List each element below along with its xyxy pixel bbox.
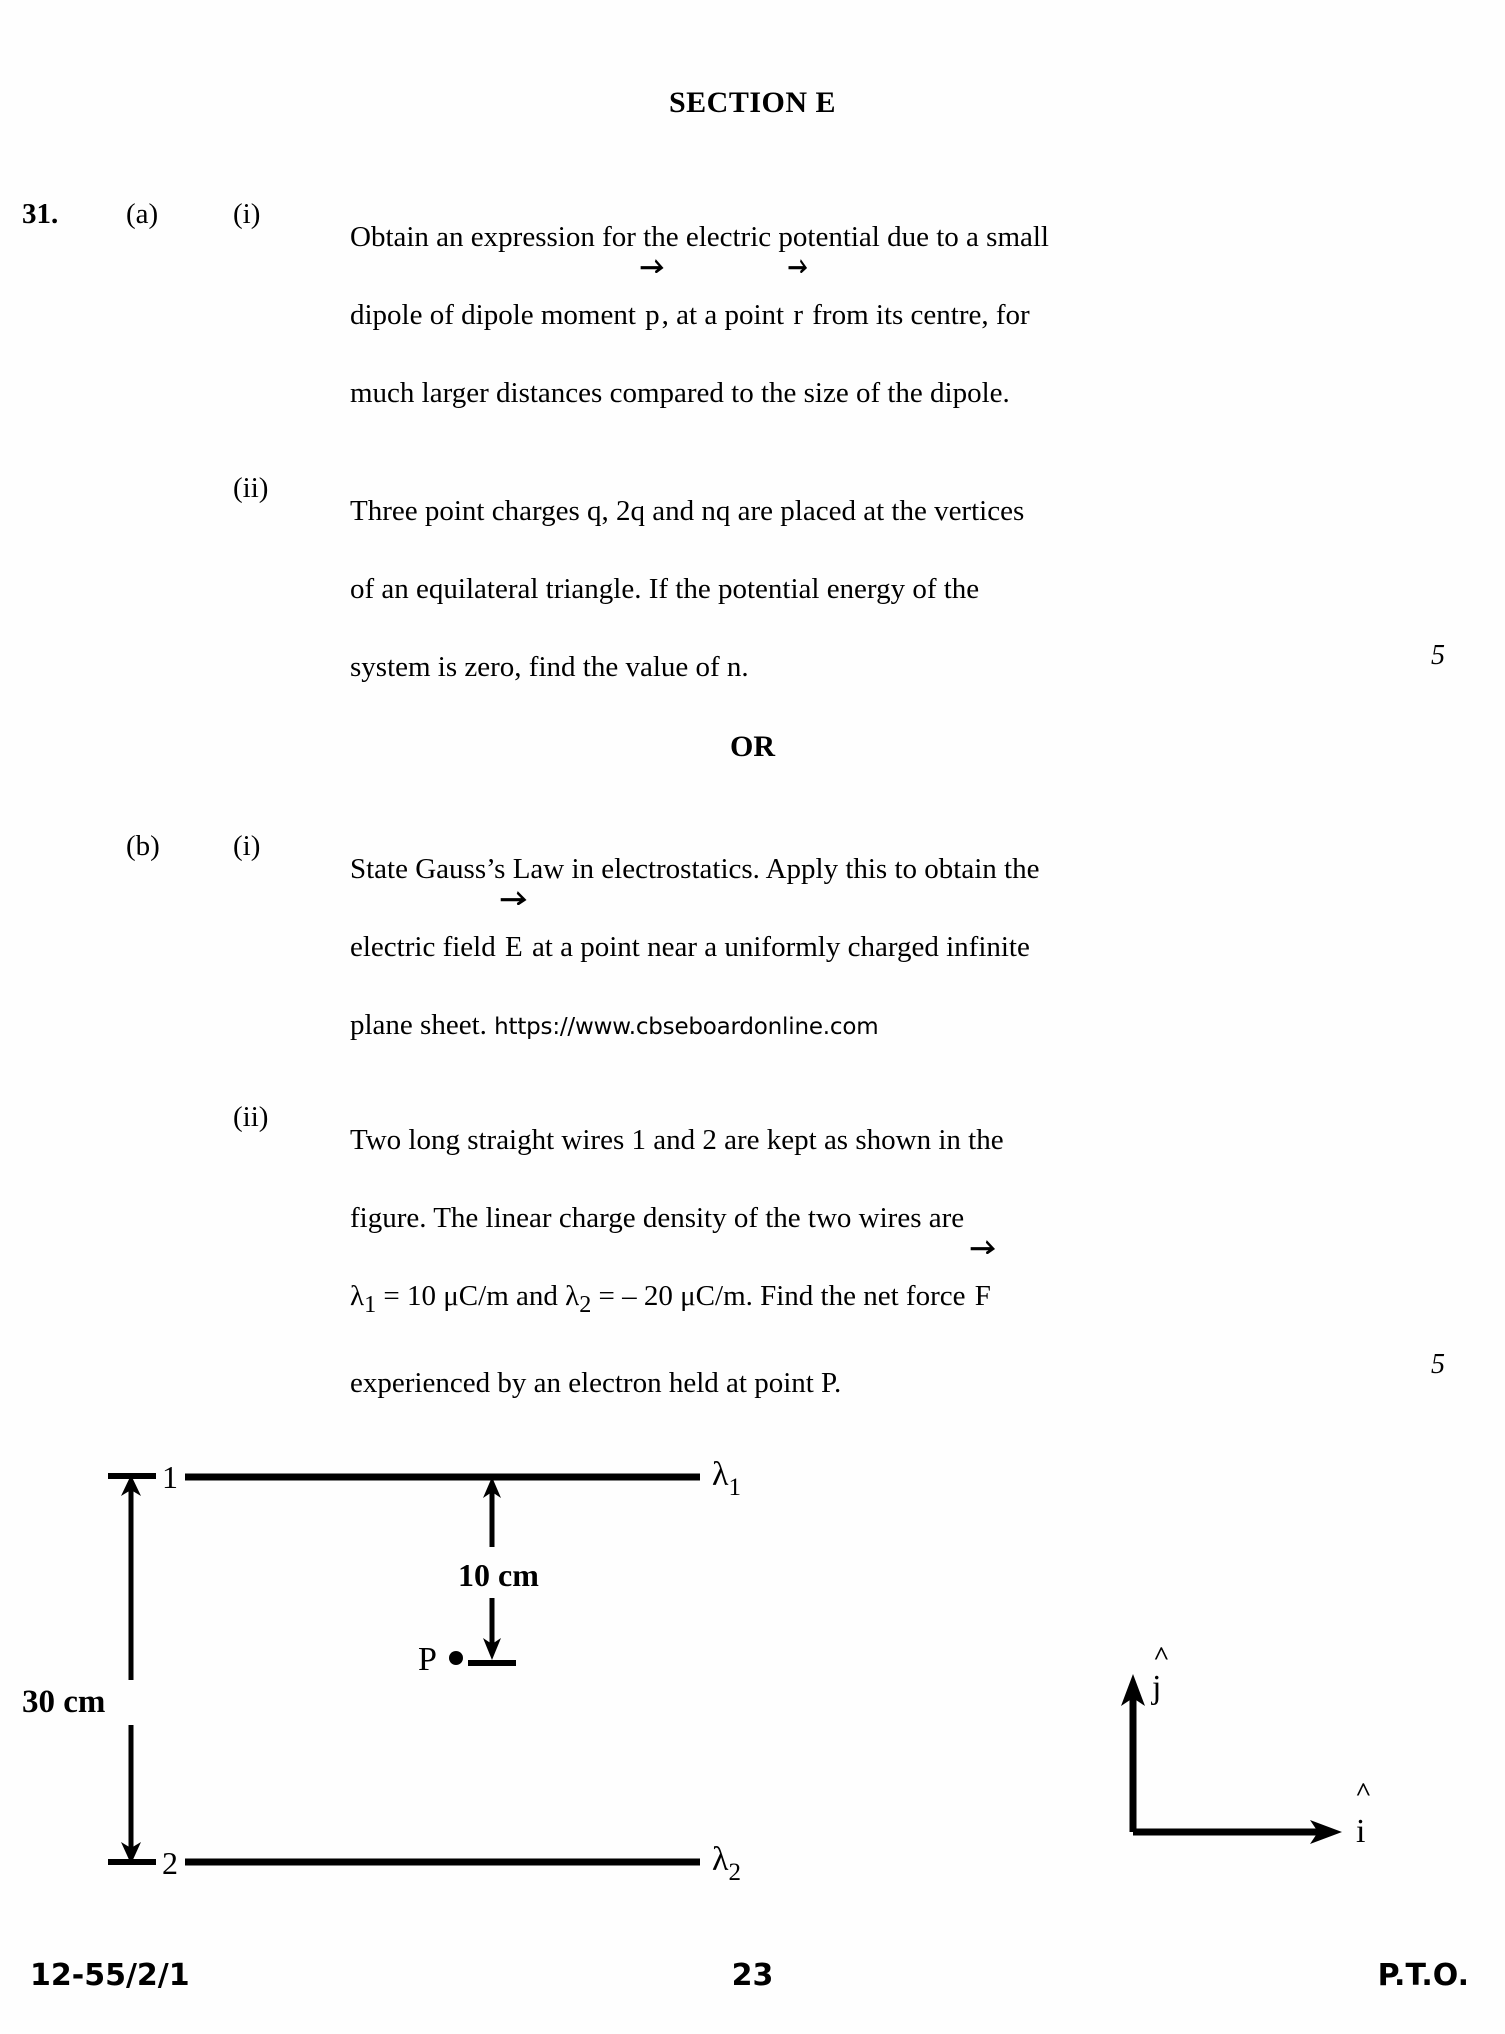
electric-field-symbol: E bbox=[504, 931, 523, 963]
b-ii-line-4: experienced by an electron held at point P. bbox=[350, 1366, 842, 1399]
b-ii-line-3-b: = – 20 μC/m. Find the net force bbox=[591, 1280, 966, 1312]
j-unit-vector-label: j bbox=[1152, 1669, 1162, 1706]
wires-diagram bbox=[0, 1450, 1505, 1910]
point-p-label: P bbox=[418, 1641, 437, 1678]
lambda2-symbol: λ bbox=[565, 1280, 580, 1312]
distance-label: 10 cm bbox=[458, 1557, 539, 1593]
j-hat-accent-icon: ˄ bbox=[1154, 1639, 1169, 1668]
footer-paper-code: 12-55/2/1 bbox=[30, 1958, 190, 1993]
question-b-ii-text bbox=[350, 1101, 1420, 1422]
a-i-line-1: Obtain an expression for the electric potential due to a small bbox=[350, 221, 1049, 253]
lambda1-symbol: λ bbox=[350, 1280, 365, 1312]
a-ii-line-2: of an equilateral triangle. If the potential energy of the bbox=[350, 573, 980, 605]
force-vector bbox=[973, 1257, 993, 1335]
a-i-line-2-post: from its centre, for bbox=[812, 299, 1030, 331]
question-number: 31. bbox=[22, 198, 59, 230]
separation-label: 30 cm bbox=[22, 1684, 106, 1720]
dipole-moment-vector bbox=[643, 276, 662, 354]
b-ii-line-3 bbox=[350, 1257, 1420, 1344]
b-i-line-2-post: at a point near a uniformly charged infinite bbox=[531, 931, 1030, 963]
a-i-line-2 bbox=[350, 276, 1420, 354]
b-i-line-2 bbox=[350, 908, 1420, 986]
wires-diagram-svg bbox=[0, 1450, 1505, 1910]
wire-1-label: 1 bbox=[162, 1459, 178, 1495]
a-ii-line-1: Three point charges q, 2q and nq are placed at the vertices bbox=[350, 495, 1025, 527]
page-footer bbox=[0, 1958, 1505, 2008]
question-a-ii-text bbox=[350, 472, 1420, 706]
b-i-line-3-text: plane sheet. bbox=[350, 1009, 487, 1041]
i-unit-vector-label: i bbox=[1356, 1813, 1366, 1850]
part-label-b: (b) bbox=[126, 830, 160, 862]
marks-b-ii: 5 bbox=[1431, 1349, 1445, 1380]
footer-pto: P.T.O. bbox=[1377, 1958, 1469, 1993]
question-b-i-text bbox=[350, 830, 1420, 1066]
sub-label-b-ii: (ii) bbox=[233, 1101, 269, 1133]
lambda2-subscript: 2 bbox=[579, 1290, 592, 1318]
position-vector-symbol: r bbox=[793, 299, 804, 331]
b-ii-line-1: Two long straight wires 1 and 2 are kept as shown in the bbox=[350, 1124, 1004, 1156]
footer-page-number: 23 bbox=[731, 1958, 774, 1993]
section-heading: SECTION E bbox=[668, 86, 837, 119]
lambda1-subscript: 1 bbox=[364, 1290, 377, 1318]
i-hat-accent-icon: ˄ bbox=[1356, 1775, 1371, 1804]
wire-2-label: 2 bbox=[162, 1845, 178, 1881]
b-i-line-1: State Gauss’s Law in electrostatics. Apply this to obtain the bbox=[350, 853, 1040, 885]
position-vector bbox=[791, 276, 805, 354]
a-i-line-2-mid: , at a point bbox=[661, 299, 785, 331]
a-i-line-3: much larger distances compared to the size of the dipole. bbox=[350, 377, 1010, 409]
lambda-1-figure-label: $\lambda_1$ bbox=[712, 1456, 741, 1501]
marks-a-ii: 5 bbox=[1431, 640, 1445, 671]
watermark-url: https://www.cbseboardonline.com bbox=[494, 1014, 879, 1040]
b-i-line-2-pre: electric field bbox=[350, 931, 496, 963]
a-i-line-2-pre: dipole of dipole moment bbox=[350, 299, 636, 331]
part-label-a: (a) bbox=[126, 198, 159, 230]
sub-label-b-i: (i) bbox=[233, 830, 261, 862]
a-ii-line-3: system is zero, find the value of n. bbox=[350, 651, 749, 683]
b-ii-line-2: figure. The linear charge density of the two wires are bbox=[350, 1202, 965, 1234]
force-symbol: F bbox=[974, 1280, 991, 1312]
question-a-i-text bbox=[350, 198, 1420, 432]
b-ii-line-3-a: = 10 μC/m and bbox=[376, 1280, 566, 1312]
or-separator: OR bbox=[730, 730, 775, 763]
sub-label-a-ii: (ii) bbox=[233, 472, 269, 504]
b-i-line-3 bbox=[350, 986, 1420, 1066]
lambda-2-figure-label: $\lambda_2$ bbox=[712, 1841, 741, 1886]
sub-label-a-i: (i) bbox=[233, 198, 261, 230]
electric-field-vector bbox=[503, 908, 525, 986]
dipole-moment-symbol: p bbox=[645, 299, 660, 331]
point-p-marker bbox=[449, 1651, 463, 1665]
